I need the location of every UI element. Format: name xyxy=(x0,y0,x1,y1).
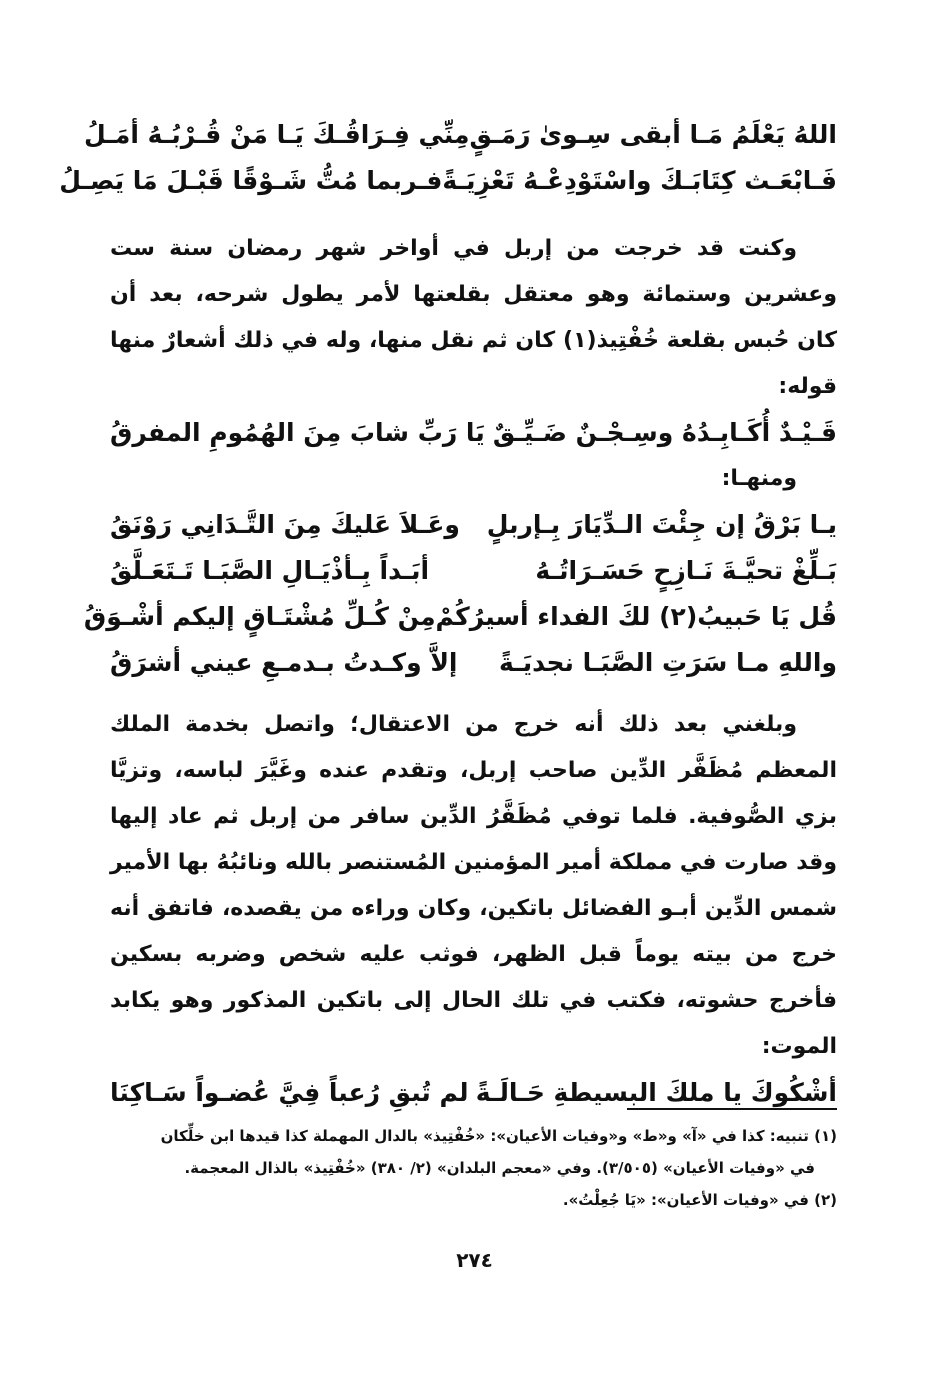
verse-second-hemistich: مِنْ كُـلِّ مُشْتَـاقٍ إليكم أشْـوَقُ xyxy=(83,602,436,631)
verse-line xyxy=(110,548,837,594)
prose-paragraph-1: وكنت قد خرجت من إربل في أواخر شهر رمضان سنة ست وعشرين وستمائة وهو معتقل بقلعتها لأمر يطول شرحه، بعد أن كان حُبس بقلعة خُفْتِيذ(١) كان ثم نقل منها، وله في ذلك أشعارٌ منها قوله: xyxy=(110,236,837,399)
verse-first-hemistich: فَـابْعَـث كِتَابَـكَ واسْتَوْدِعْـهُ تَعْزِيَـةً xyxy=(442,166,837,195)
verse-second-hemistich: مِنِّي فِـرَاقُـكَ يَـا مَنْ قُـرْبُـهُ أمَـلُ xyxy=(84,120,470,149)
verse-line xyxy=(110,410,837,456)
footnote-2: (٢) في «وفيات الأعيان»: «يَا جُعِلْتُ». xyxy=(562,1191,837,1209)
verse-second-hemistich: فـربما مُتُّ شَـوْقًا قَبْـلَ مَا يَصِـلُ xyxy=(59,166,443,195)
verse-first-hemistich: يـا بَرْقُ إن جِئْتَ الـدِّيَارَ بِـإربلٍ xyxy=(486,510,837,539)
prose-paragraph-2: وبلغني بعد ذلك أنه خرج من الاعتقال؛ واتصل بخدمة الملك المعظم مُظَفَّر الدِّين صاحب إربل، وتقدم عنده وغَيَّرَ لباسه، وتزيَّا بزي الصُّوفية. فلما توفي مُظَفَّرُ الدِّين سافر من إربل ثم عاد إليها وقد صارت في مملكة أمير المؤمنين المُستنصر بالله ونائبُهُ بها الأمير شمس الدِّين أبـو الفضائل باتكين، وكان وراءه من يقصده، فاتفق أنه خرج من بيته يوماً قبل الظهر، فوثب عليه شخص وضربه بسكين فأخرج حشوته، فكتب في تلك الحال إلى باتكين المذكور وهو يكابد الموت: xyxy=(110,712,837,1059)
verse-second-hemistich: يَا رَبِّ شابَ مِنَ الهُمُومِ المفرقُ xyxy=(110,418,485,447)
verse-first-hemistich: أشْكُوكَ يا ملكَ البسيطةِ حَـالَـةً xyxy=(475,1078,837,1107)
verse-first-hemistich: قَـيْـدٌ أُكَـابِـدُهُ وسِـجْـنٌ ضَـيِّـقٌ xyxy=(492,418,837,447)
verse-line xyxy=(110,640,837,686)
section-label: ومنهـا: xyxy=(721,466,797,491)
verse-second-hemistich: إلاَّ وكـدتُ بـدمـعِ عيني أشرَقُ xyxy=(110,648,458,677)
verse-second-hemistich: أبَـداً بِـأذْيَـالِ الصَّبَـا تَـتَعَـلَّقُ xyxy=(110,556,430,585)
page-number: ٢٧٤ xyxy=(456,1248,493,1272)
verse-first-hemistich: واللهِ مـا سَرَتِ الصَّبَـا نجديَـةً xyxy=(498,648,837,677)
verse-second-hemistich: وعَـلاَ عَليكَ مِنَ التَّـدَانِي رَوْنَقُ xyxy=(110,510,460,539)
verse-first-hemistich: بَـلِّغْ تحيَّـةَ نَـازِحٍ حَسَـرَاتُـهُ xyxy=(535,556,837,585)
verse-first-hemistich: قُل يَا حَبيبُ(٢) لكَ الفداء أسيرُكُمْ xyxy=(435,602,837,631)
footnotes xyxy=(110,1120,837,1216)
verse-line xyxy=(83,594,837,640)
verse-second-hemistich: لم تُبقِ رُعباً فِيَّ عُضـواً سَـاكِنَا xyxy=(110,1078,469,1107)
verse-line xyxy=(110,502,837,548)
footnote-divider xyxy=(627,1108,837,1110)
verse-line xyxy=(84,112,837,158)
footnote-1: (١) تنبيه: كذا في «آ» و«ط» و«وفيات الأعيان»: «خُفْتِيذ» بالدال المهملة كذا قيدها ابن خلِّكان xyxy=(160,1127,837,1145)
main-text xyxy=(59,112,837,1116)
verse-first-hemistich: اللهُ يَعْلَمُ مَـا أبقى سِـوىٰ رَمَـقٍ xyxy=(469,120,837,149)
verse-line xyxy=(59,158,837,204)
footnote-1-continuation: في «وفيات الأعيان» (٣/٥٠٥). وفي «معجم البلدان» (٢/ ٣٨٠) «خُفْتِيذ» بالذال المعجمة. xyxy=(184,1159,815,1177)
